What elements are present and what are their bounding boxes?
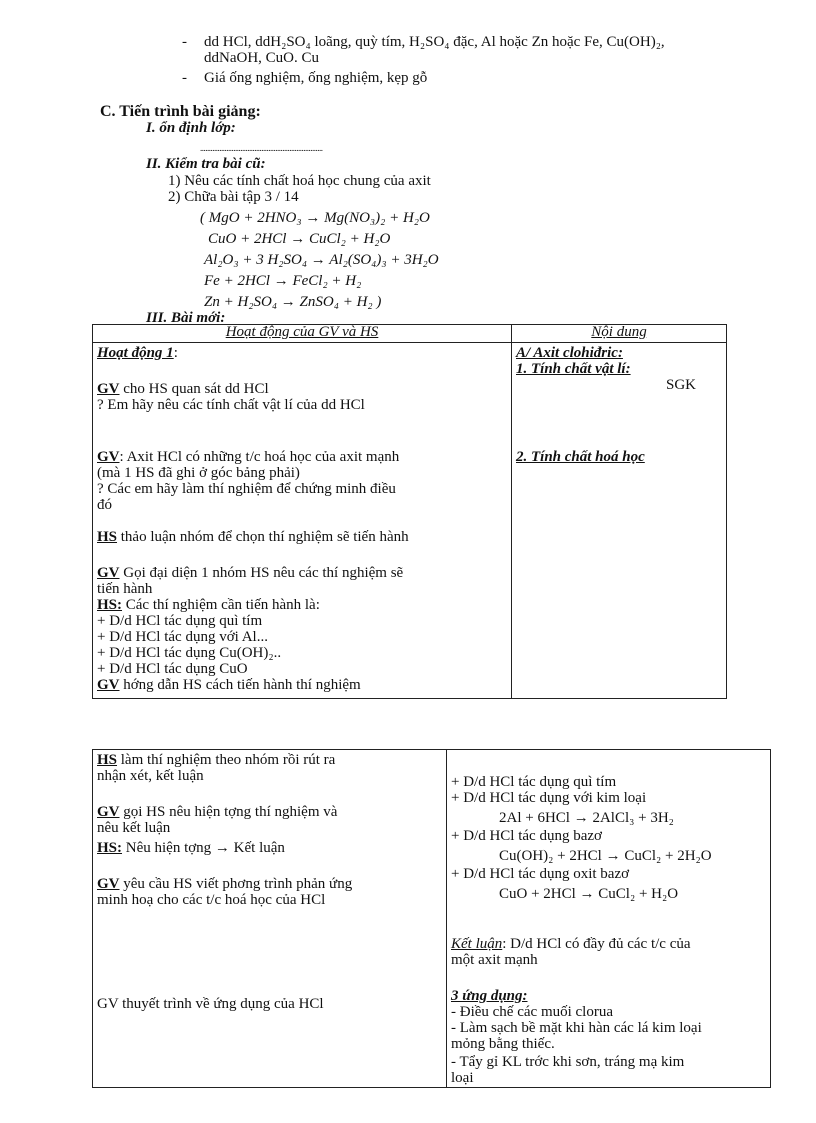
section-c-heading: C. Tiến trình bài giảng: xyxy=(100,103,261,120)
table2-right-cell xyxy=(447,750,771,1088)
table1-right-cell xyxy=(512,343,727,699)
activity-1-label: Hoạt động 1 xyxy=(97,345,174,361)
text-line: : Axit HCl có những t/c hoá học của axit mạnh xyxy=(119,449,400,465)
gv-label: GV xyxy=(97,381,120,397)
text-line: + D/d HCl tác dụng Cu(OH)₂.. xyxy=(97,645,282,661)
text-line: + D/d HCl tác dụng quì tím xyxy=(97,613,263,629)
equation-line: CuO + 2HCl → CuCl₂ + H₂O xyxy=(499,886,679,902)
text-line: Các thí nghiệm cần tiến hành là: xyxy=(122,597,320,613)
text-line: tiến hành xyxy=(97,581,153,597)
text-line: - Tẩy gỉ KL trớc khi sơn, tráng mạ kim xyxy=(451,1054,685,1070)
gv-label: GV xyxy=(97,804,120,820)
text-line: cho HS quan sát dd HCl xyxy=(119,381,269,397)
physical-properties-heading: 1. Tính chất vật lí: xyxy=(516,361,631,377)
part-3-heading: III. Bài mới: xyxy=(146,310,226,326)
part-1-heading: I. ổn định lớp: xyxy=(146,120,236,136)
equation-2: CuO + 2HCl → CuCl₂ + H₂O xyxy=(208,231,391,247)
table-header-content: Nội dung xyxy=(512,325,727,343)
text-line: + D/d HCl tác dụng quì tím xyxy=(451,774,617,790)
materials-line-1: dd HCl, ddH₂SO₄ loãng, quỳ tím, H₂SO₄ đặc, Al hoặc Zn hoặc Fe, Cu(OH)₂, xyxy=(204,34,665,50)
equation-3: Al₂O₃ + 3 H₂SO₄ → Al₂(SO₄)₃ + 3H₂O xyxy=(204,252,439,268)
text-line: + D/d HCl tác dụng với Al... xyxy=(97,629,268,645)
text-line: ? Em hãy nêu các tính chất vật lí của dd HCl xyxy=(97,397,365,413)
text-line: nêu kết luận xyxy=(97,820,171,836)
equation-5: Zn + H₂SO₄ → ZnSO₄ + H₂ ) xyxy=(204,294,382,310)
text-line: thảo luận nhóm để chọn thí nghiệm sẽ tiến hành xyxy=(117,529,409,545)
hs-label: HS: xyxy=(97,840,123,856)
part-1-dots: ...................................................................... xyxy=(200,143,323,153)
applications-heading: 3 ứng dụng: xyxy=(451,988,528,1004)
text-line: gọi HS nêu hiện tợng thí nghiệm và xyxy=(119,804,338,820)
text-line: đó xyxy=(97,497,112,513)
lesson-table-1 xyxy=(92,324,727,699)
lesson-table-2 xyxy=(92,749,771,1088)
gv-label: GV xyxy=(97,677,120,693)
text-line: ? Các em hãy làm thí nghiệm để chứng minh điều xyxy=(97,481,396,497)
text-line: hớng dẫn HS cách tiến hành thí nghiệm xyxy=(119,677,361,693)
part-2-heading: II. Kiểm tra bài cũ: xyxy=(146,156,266,172)
bullet-dash: - xyxy=(182,70,187,86)
text-line: yêu cầu HS viết phơng trình phản ứng xyxy=(119,876,353,892)
hs-label: HS xyxy=(97,752,118,768)
text-line: + D/d HCl tác dụng CuO xyxy=(97,661,248,677)
text-line: nhận xét, kết luận xyxy=(97,768,204,784)
text-line: + D/d HCl tác dụng bazơ xyxy=(451,828,602,844)
gv-label: GV xyxy=(97,565,120,581)
gv-label: GV xyxy=(97,876,120,892)
sgk-text: SGK xyxy=(666,377,697,393)
text-line: : D/d HCl có đầy đủ các t/c của xyxy=(502,936,691,952)
materials-line-2: ddNaOH, CuO. Cu xyxy=(204,50,319,66)
equation-4: Fe + 2HCl → FeCl₂ + H₂ xyxy=(204,273,362,289)
text-line: loại xyxy=(451,1070,474,1086)
table1-left-cell: Hoạt động 1: GV cho HS quan sát dd HCl ? Em hãy nêu các tính chất vật lí của dd HCl GV: Axit HCl có những t/c hoá học của axit mạnh (mà 1 HS đã ghi ở góc bảng phải) ? Các em hãy làm thí nghiệm để chứng minh điều đó HS thảo luận nhóm để chọn thí nghiệm sẽ tiến hành GV Gọi đại diện 1 nhóm HS nêu các thí nghiệm sẽ tiến hành HS: Các thí nghiệm cần tiến hành là: + D/d HCl tác dụng quì tím + D/d HCl tác dụng với Al... + D/d HCl tác dụng Cu(OH)₂.. + D/d HCl tác dụng CuO GV hớng dẫn HS cách tiến hành thí nghiệm xyxy=(93,343,512,699)
text-line: một axit mạnh xyxy=(451,952,538,968)
text-line: GV thuyết trình về ứng dụng của HCl xyxy=(97,996,324,1012)
hs-label: HS: xyxy=(97,597,123,613)
gv-label: GV xyxy=(97,449,120,465)
text-line: + D/d HCl tác dụng với kim loại xyxy=(451,790,647,806)
equation-line: 2Al + 6HCl → 2AlCl₃ + 3H₂ xyxy=(499,810,674,826)
text-line: - Điều chế các muối clorua xyxy=(451,1004,614,1020)
conclusion-label: Kết luận xyxy=(451,936,503,952)
equation-line: Cu(OH)₂ + 2HCl → CuCl₂ + 2H₂O xyxy=(499,848,712,864)
text-line: + D/d HCl tác dụng oxit bazơ xyxy=(451,866,630,882)
review-item-1: 1) Nêu các tính chất hoá học chung của axit xyxy=(168,173,431,189)
table2-left-cell xyxy=(93,750,447,1088)
text-line: Gọi đại diện 1 nhóm HS nêu các thí nghiệm sẽ xyxy=(119,565,404,581)
text-line: Nêu hiện tợng → Kết luận xyxy=(122,840,285,856)
text-line: (mà 1 HS đã ghi ở góc bảng phải) xyxy=(97,465,300,481)
section-a-heading: A/ Axit clohiđric: xyxy=(516,345,623,361)
text-line: làm thí nghiệm theo nhóm rồi rút ra xyxy=(117,752,336,768)
review-item-2: 2) Chữa bài tập 3 / 14 xyxy=(168,189,299,205)
hs-label: HS xyxy=(97,529,118,545)
bullet-dash: - xyxy=(182,34,187,50)
equation-1: ( MgO + 2HNO₃ → Mg(NO₃)₂ + H₂O xyxy=(200,210,430,226)
chemical-properties-heading: 2. Tính chất hoá học xyxy=(516,449,645,465)
materials-line-3: Giá ống nghiệm, ống nghiệm, kẹp gỗ xyxy=(204,70,428,86)
text-line: - Làm sạch bề mặt khi hàn các lá kim loại xyxy=(451,1020,702,1036)
table-header-activities: Hoạt động của GV và HS xyxy=(93,325,512,343)
text-line: mỏng bằng thiếc. xyxy=(451,1036,555,1052)
text-line: minh hoạ cho các t/c hoá học của HCl xyxy=(97,892,326,908)
